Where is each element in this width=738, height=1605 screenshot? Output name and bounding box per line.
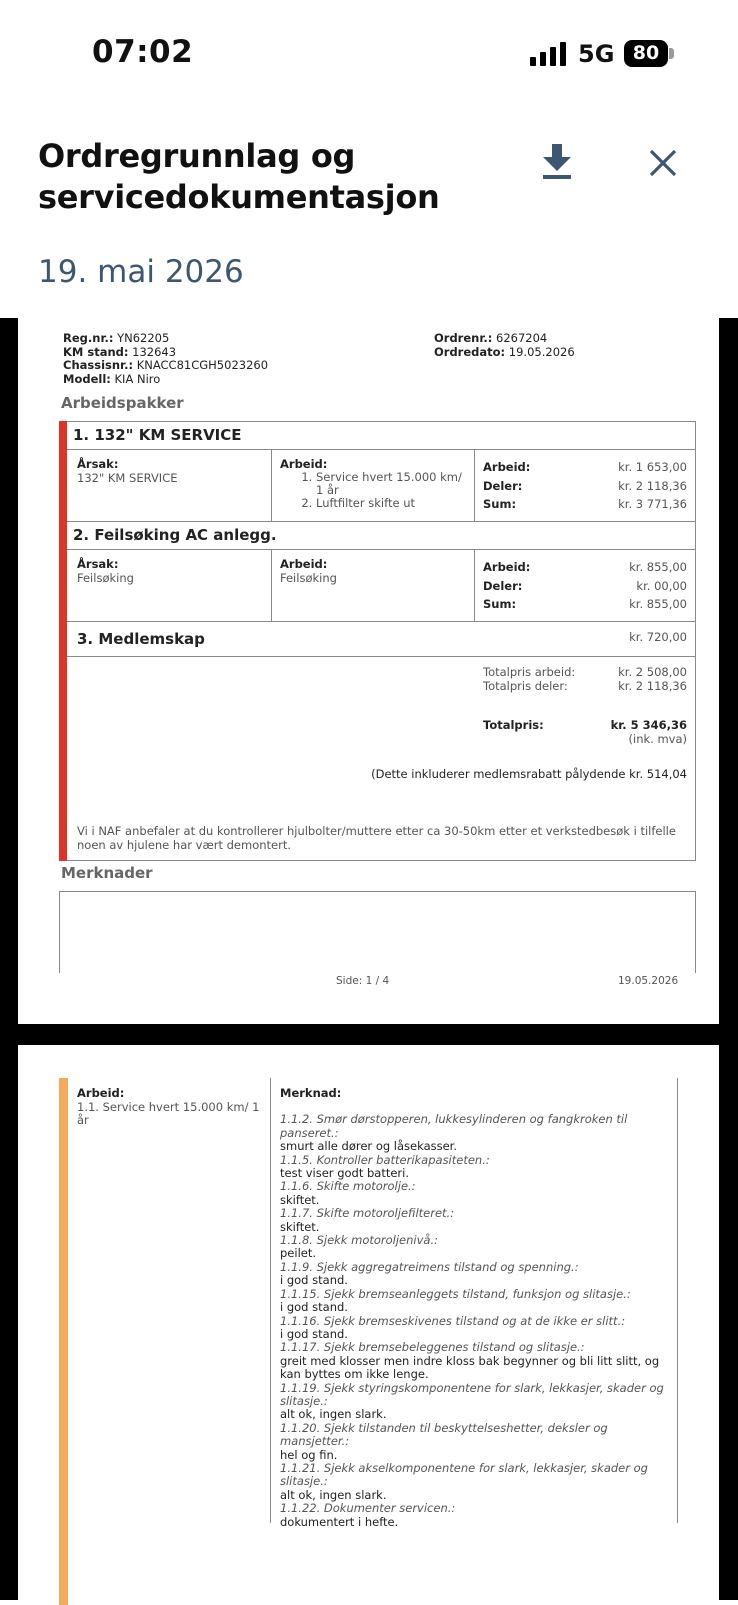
notes-box-left xyxy=(59,891,60,973)
divider xyxy=(271,449,272,521)
advice-text: Vi i NAF anbefaler at du kontrollerer hjulbolter/muttere etter ca 30-50km etter et verkstedbesøk i tilfelle noen av hjulene har vært demontert. xyxy=(77,824,676,852)
divider xyxy=(67,521,696,522)
notes-box-top xyxy=(59,891,696,892)
reg-value: YN62205 xyxy=(117,331,170,345)
document-viewer[interactable] xyxy=(0,318,738,1600)
package-2-prices xyxy=(483,558,687,614)
package-2-title: 2. Feilsøking AC anlegg. xyxy=(73,526,277,544)
note-answer: peilet. xyxy=(280,1246,317,1261)
note-answer: greit med klosser men indre kloss bak begynner og bli litt slitt, og kan byttes om ikke lenge. xyxy=(280,1353,660,1382)
note-answer: skiftet. xyxy=(280,1219,320,1234)
package-1-work-list xyxy=(280,471,466,510)
note-question: 1.1.5. Kontroller batterikapasiteten.: xyxy=(280,1152,490,1167)
section-notes: Merknader xyxy=(61,864,153,882)
divider xyxy=(677,1078,678,1523)
work-cell xyxy=(77,1087,265,1128)
price-value: kr. 2 118,36 xyxy=(618,478,687,493)
note-question: 1.1.6. Skifte motorolje.: xyxy=(280,1179,416,1194)
price-label: Sum: xyxy=(483,597,517,611)
note-question: 1.1.9. Sjekk aggregatreimens tilstand og spenning.: xyxy=(280,1259,579,1274)
note-answer: hel og fin. xyxy=(280,1447,338,1462)
note-answer: dokumentert i hefte. xyxy=(280,1514,399,1529)
note-question: 1.1.20. Sjekk tilstanden til beskyttelseshetter, deksler og mansjetter.: xyxy=(280,1420,608,1449)
divider xyxy=(474,549,475,621)
grand-total-label: Totalpris: xyxy=(483,718,544,732)
battery-tip xyxy=(669,48,674,59)
page-number: Side: 1 / 4 xyxy=(336,975,390,987)
note-answer: i god stand. xyxy=(280,1326,348,1341)
package-3-title: 3. Medlemskap xyxy=(77,630,205,648)
document-page-1 xyxy=(18,318,719,1024)
battery-icon xyxy=(624,40,668,67)
note-answer: test viser godt batteri. xyxy=(280,1166,410,1181)
model-label: Modell: xyxy=(63,371,111,386)
network-type: 5G xyxy=(578,40,615,68)
work-value: 1.1. Service hvert 15.000 km/ 1 år xyxy=(77,1099,260,1127)
note-question: 1.1.19. Sjekk styringskomponentene for slark, lekkasjer, skader og slitasje.: xyxy=(280,1380,664,1408)
note-question: 1.1.17. Sjekk bremsebeleggenes tilstand og slitasje.: xyxy=(280,1340,585,1355)
package-2-cause-value: Feilsøking xyxy=(77,570,134,585)
close-icon[interactable] xyxy=(648,148,678,178)
grand-total-value: kr. 5 346,36 xyxy=(610,718,687,732)
price-label: Sum: xyxy=(483,497,517,511)
status-bar xyxy=(0,0,738,100)
note-answer: smurt alle dører og låsekasser. xyxy=(280,1139,458,1154)
package-2-work-value: Feilsøking xyxy=(280,570,337,585)
note-answer: i god stand. xyxy=(280,1300,348,1315)
work-label: Arbeid: xyxy=(77,1086,125,1100)
accent-bar-orange xyxy=(59,1078,68,1605)
km-label: KM stand: xyxy=(63,344,129,359)
divider xyxy=(270,1078,271,1523)
note-question: 1.1.16. Sjekk bremseskivenes tilstand og at de ikke er slitt.: xyxy=(280,1313,626,1328)
package-1-cause-value: 132" KM SERVICE xyxy=(77,470,178,485)
note-question: 1.1.21. Sjekk akselkomponentene for slark, lekkasjer, skader og slitasje.: xyxy=(280,1460,648,1489)
vehicle-info xyxy=(63,332,268,386)
note-question: 1.1.2. Smør dørstopperen, lukkesylinderen og fangkroken til panseret.: xyxy=(280,1112,628,1140)
divider xyxy=(67,449,696,450)
chassis-value: KNACC81CGH5023260 xyxy=(136,358,269,372)
price-value: kr. 1 653,00 xyxy=(618,460,687,474)
divider xyxy=(474,449,475,521)
reg-label: Reg.nr.: xyxy=(63,331,114,345)
note-label: Merknad: xyxy=(280,1086,342,1100)
package-1-work-label: Arbeid: xyxy=(280,457,328,471)
note-answer: alt ok, ingen slark. xyxy=(280,1487,387,1502)
total-value: kr. 2 118,36 xyxy=(618,678,687,693)
price-value: kr. 855,00 xyxy=(629,597,687,611)
order-label: Ordrenr.: xyxy=(434,331,493,345)
note-question: 1.1.22. Dokumenter servicen.: xyxy=(280,1501,456,1516)
package-1-work-item: 2. Luftfilter skifte ut xyxy=(316,497,466,510)
price-label: Deler: xyxy=(483,578,523,593)
price-label: Deler: xyxy=(483,478,523,493)
total-label: Totalpris deler: xyxy=(483,678,568,693)
price-value: kr. 00,00 xyxy=(636,578,687,593)
divider xyxy=(67,621,696,622)
note-question: 1.1.7. Skifte motoroljefilteret.: xyxy=(280,1206,455,1221)
page-title: Ordregrunnlag og servicedokumentasjon xyxy=(38,137,440,216)
package-1-cause-label: Årsak: xyxy=(77,457,119,471)
order-info xyxy=(434,332,575,359)
package-3-price: kr. 720,00 xyxy=(629,630,687,644)
notes-list xyxy=(280,1113,670,1529)
total-label: Totalpris arbeid: xyxy=(483,665,576,679)
document-date: 19. mai 2026 xyxy=(38,254,244,290)
divider xyxy=(67,656,696,657)
document-page-2 xyxy=(18,1045,719,1605)
order-value: 6267204 xyxy=(496,331,548,345)
model-value: KIA Niro xyxy=(114,371,161,386)
signal-icon xyxy=(530,42,568,66)
note-question: 1.1.15. Sjekk bremseanleggets tilstand, funksjon og slitasje.: xyxy=(280,1286,631,1301)
notes-box-right xyxy=(695,891,696,973)
divider xyxy=(271,549,272,621)
note-answer: i god stand. xyxy=(280,1273,348,1288)
orderdate-label: Ordredato: xyxy=(434,344,506,359)
note-answer: skiftet. xyxy=(280,1192,320,1207)
divider xyxy=(67,549,696,550)
chassis-label: Chassisnr.: xyxy=(63,358,134,372)
note-question: 1.1.8. Sjekk motoroljenivå.: xyxy=(280,1233,438,1248)
package-2-cause-label: Årsak: xyxy=(77,557,119,571)
price-value: kr. 3 771,36 xyxy=(618,497,687,511)
download-icon[interactable] xyxy=(540,144,574,180)
package-2-work-label: Arbeid: xyxy=(280,557,328,571)
package-1-prices xyxy=(483,458,687,514)
notes-cell xyxy=(280,1087,670,1529)
total-value: kr. 2 508,00 xyxy=(618,665,687,679)
accent-bar xyxy=(59,421,67,861)
price-value: kr. 855,00 xyxy=(629,560,687,574)
price-label: Arbeid: xyxy=(483,460,531,474)
vat-note: (ink. mva) xyxy=(628,731,687,746)
discount-note: (Dette inkluderer medlemsrabatt pålydende kr. 514,04 xyxy=(371,767,687,781)
totals xyxy=(483,666,687,746)
price-label: Arbeid: xyxy=(483,560,531,574)
section-work-packages: Arbeidspakker xyxy=(61,394,184,412)
note-answer: alt ok, ingen slark. xyxy=(280,1407,387,1422)
battery-level: 80 xyxy=(632,42,660,64)
package-1-title: 1. 132" KM SERVICE xyxy=(73,426,242,444)
km-value: 132643 xyxy=(132,344,177,359)
status-time: 07:02 xyxy=(92,34,194,70)
package-1-work-item: 1. Service hvert 15.000 km/ 1 år xyxy=(316,471,466,497)
orderdate-value: 19.05.2026 xyxy=(508,344,575,359)
footer-date: 19.05.2026 xyxy=(618,975,679,987)
